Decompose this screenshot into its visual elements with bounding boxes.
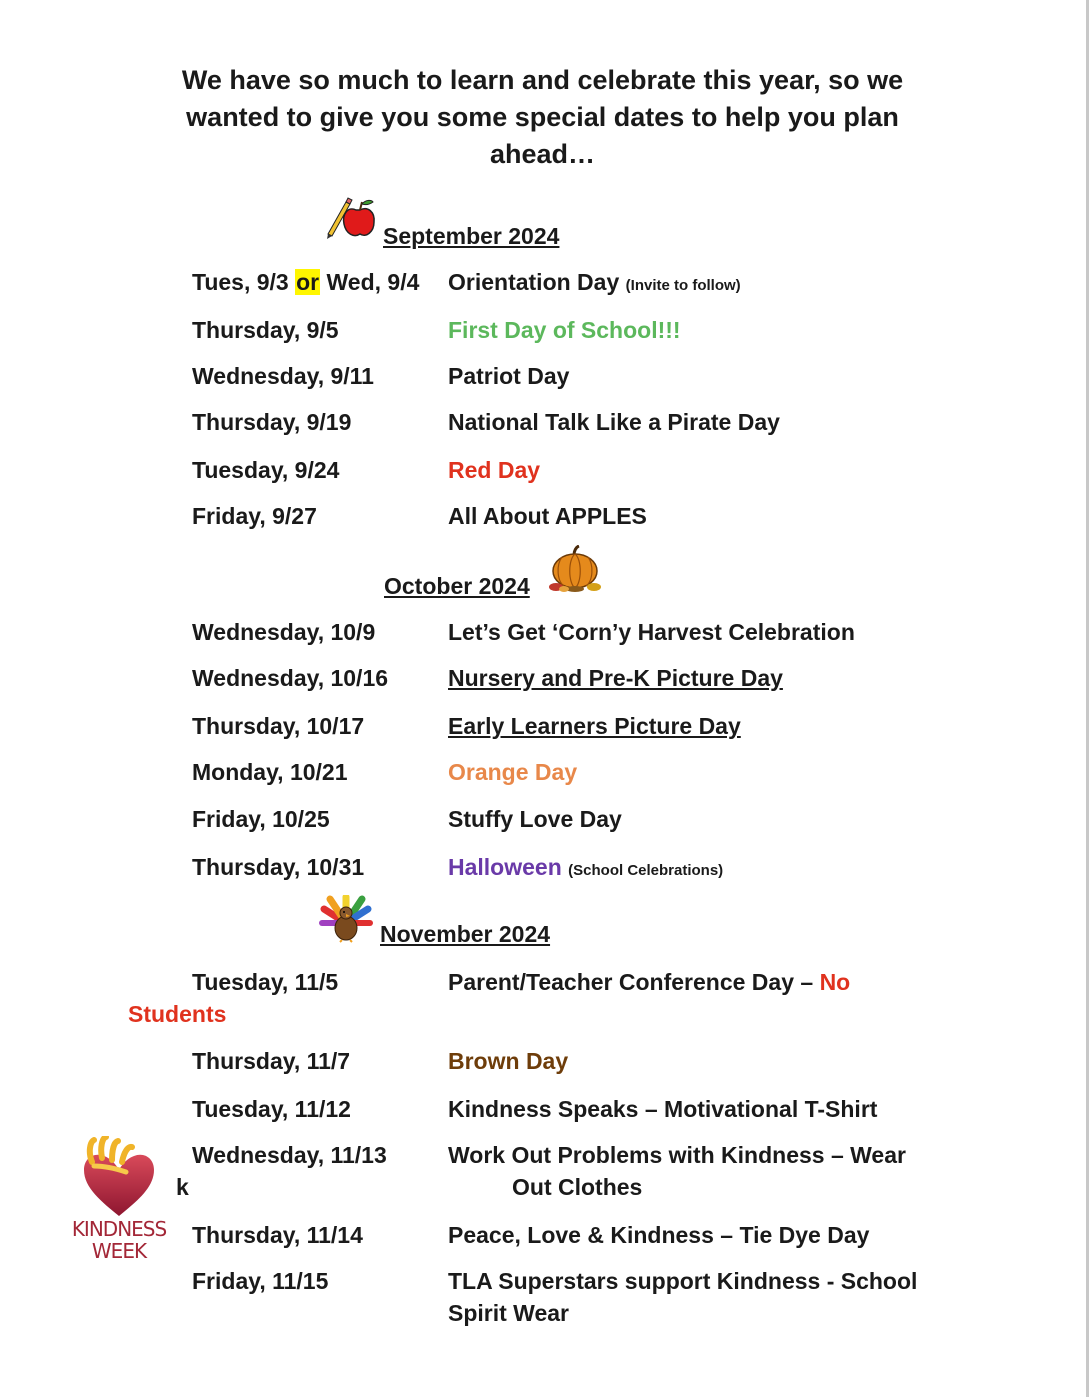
event-tie-dye-day: Peace, Love & Kindness – Tie Dye Day bbox=[448, 1222, 870, 1248]
date-nov-2: Thursday, 11/7 bbox=[192, 1048, 351, 1074]
event-orientation-day: Orientation Day (Invite to follow) bbox=[448, 269, 741, 295]
date-sep-5: Tuesday, 9/24 bbox=[192, 457, 340, 483]
event-corny-harvest: Let’s Get ‘Corn’y Harvest Celebration bbox=[448, 619, 855, 645]
date-oct-2: Wednesday, 10/16 bbox=[192, 665, 389, 691]
date-nov-6: Friday, 11/15 bbox=[192, 1268, 329, 1294]
date-nov-3: Tuesday, 11/12 bbox=[192, 1096, 351, 1122]
event-halloween: Halloween (School Celebrations) bbox=[448, 854, 724, 880]
date-nov-1: Tuesday, 11/5 bbox=[192, 969, 339, 995]
date-nov-4: Wednesday, 11/13 bbox=[192, 1142, 387, 1168]
date-oct-1: Wednesday, 10/9 bbox=[192, 619, 376, 645]
event-stuffy-love-day: Stuffy Love Day bbox=[448, 806, 622, 832]
month-title-october: October 2024 bbox=[384, 573, 530, 599]
event-spirit-wear: TLA Superstars support Kindness - School bbox=[448, 1268, 918, 1294]
event-red-day: Red Day bbox=[448, 457, 541, 483]
date-oct-6: Thursday, 10/31 bbox=[192, 854, 365, 880]
date-sep-6: Friday, 9/27 bbox=[192, 503, 317, 529]
apple-pencil-icon bbox=[324, 196, 376, 240]
event-pirate-day: National Talk Like a Pirate Day bbox=[448, 409, 780, 435]
event-apples: All About APPLES bbox=[448, 503, 647, 529]
date-oct-4: Monday, 10/21 bbox=[192, 759, 348, 785]
month-title-november: November 2024 bbox=[380, 921, 551, 947]
date-oct-5: Friday, 10/25 bbox=[192, 806, 330, 832]
heart-hand-icon bbox=[80, 1136, 158, 1218]
turkey-icon bbox=[318, 895, 374, 943]
event-nursery-picture-day: Nursery and Pre-K Picture Day bbox=[448, 665, 783, 691]
month-title-september: September 2024 bbox=[383, 223, 560, 249]
event-early-learners-picture-day: Early Learners Picture Day bbox=[448, 713, 741, 739]
event-first-day: First Day of School!!! bbox=[448, 317, 681, 343]
event-kindness-speaks: Kindness Speaks – Motivational T-Shirt bbox=[448, 1096, 878, 1122]
pumpkin-icon bbox=[548, 545, 602, 593]
event-patriot-day: Patriot Day bbox=[448, 363, 570, 389]
or-highlight: or bbox=[296, 269, 320, 295]
event-spirit-wear-line2: Spirit Wear bbox=[448, 1300, 569, 1326]
date-sep-1: Tues, 9/3 or Wed, 9/4 bbox=[192, 269, 420, 295]
date-sep-3: Wednesday, 9/11 bbox=[192, 363, 374, 389]
kindness-week-logo-text: KINDNESS WEEK bbox=[71, 1217, 167, 1263]
date-sep-4: Thursday, 9/19 bbox=[192, 409, 352, 435]
date-nov-5: Thursday, 11/14 bbox=[192, 1222, 363, 1248]
event-conference-day: Parent/Teacher Conference Day – No bbox=[448, 969, 851, 995]
date-sep-2: Thursday, 9/5 bbox=[192, 317, 339, 343]
event-conference-day-wrap: Students bbox=[128, 1001, 227, 1027]
event-brown-day: Brown Day bbox=[448, 1048, 569, 1074]
event-orange-day: Orange Day bbox=[448, 759, 578, 785]
date-oct-3: Thursday, 10/17 bbox=[192, 713, 365, 739]
stray-letter: k bbox=[176, 1174, 189, 1200]
intro-text: We have so much to learn and celebrate this year, so we wanted to give you some special dates to help you plan ahead… bbox=[181, 65, 904, 169]
event-work-out-problems: Work Out Problems with Kindness – Wear bbox=[448, 1142, 906, 1168]
event-work-out-problems-line2: Out Clothes bbox=[512, 1174, 643, 1200]
